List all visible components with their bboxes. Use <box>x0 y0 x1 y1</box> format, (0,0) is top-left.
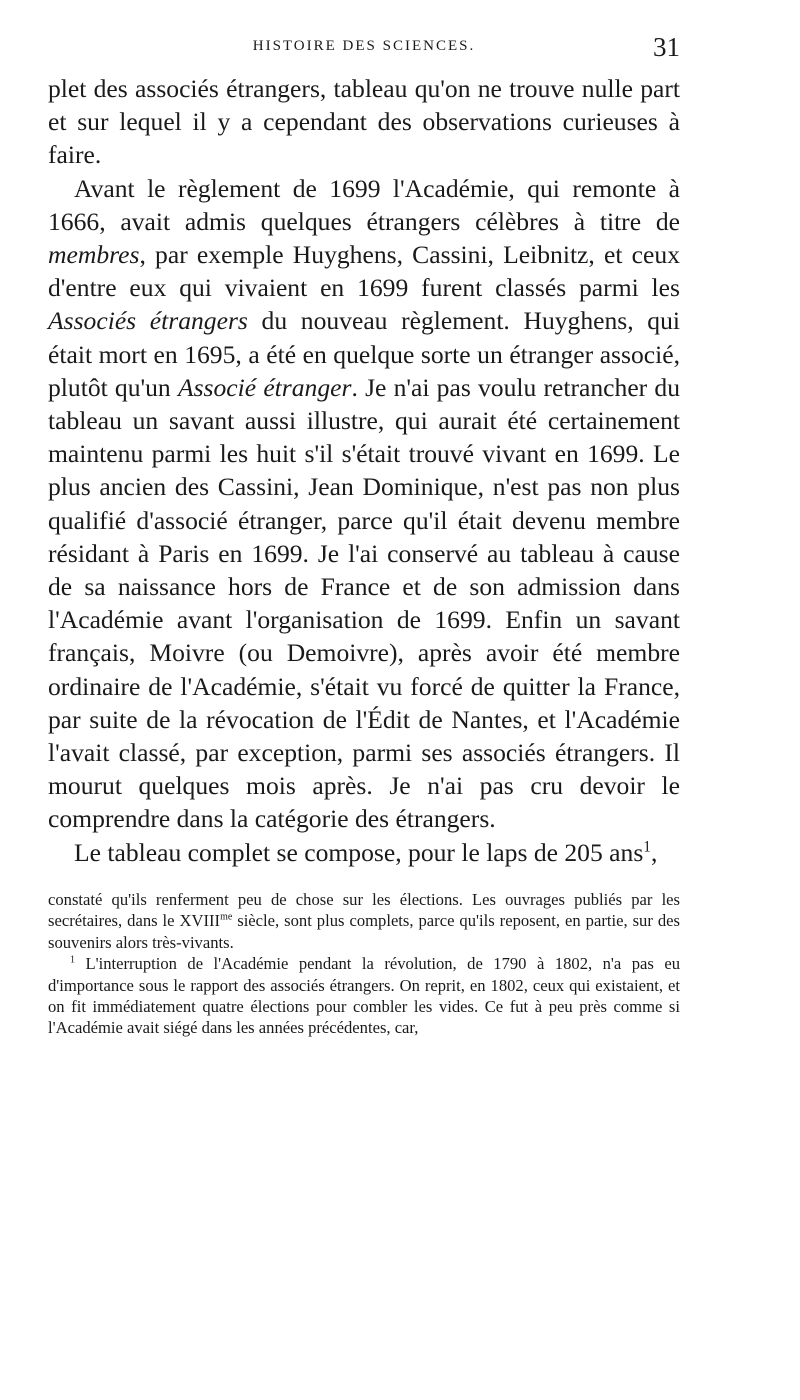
text-run: L'interruption de l'Académie pendant la révolution, de 1790 à 1802, n'a pas eu d'importance sous le rapport des associés étrangers. On reprit, en 1802, ceux qui existaient, et on fit immédiatement quatre élections pour combler les vides. Ce fut à peu près comme si l'Académie avait siégé dans les années précédentes, car, <box>48 954 680 1038</box>
text-run: . Je n'ai pas voulu retrancher du tableau un savant aussi illustre, qui aurait été certainement maintenu parmi les huit s'il s'était trouvé vivant en 1699. Le plus ancien des Cassini, Jean Dominique, n'est pas non plus qualifié d'associé étranger, parce qu'il était devenu membre résidant à Paris en 1699. Je l'ai conservé au tableau à cause de sa naissance hors de France et de son admission dans l'Académie avant l'organisation de 1699. Enfin un savant français, Moivre (ou Demoivre), après avoir été membre ordinaire de l'Académie, s'était vu forcé de quitter la France, par suite de la révocation de l'Édit de Nantes, et l'Académie l'avait classé, par exception, parmi ses associés étrangers. Il mourut quelques mois après. Je n'ai pas cru devoir le comprendre dans la catégorie des étrangers. <box>48 372 680 834</box>
main-text <box>48 72 680 869</box>
text-run: constaté qu'ils renferment peu de chose sur les élections. Les ouvrages publiés par les secrétaires, dans le XVIII <box>48 889 680 931</box>
book-page <box>48 32 680 1039</box>
paragraph <box>48 172 680 836</box>
superscript: me <box>220 911 233 923</box>
text-run: siècle, sont plus complets, parce qu'ils reposent, en partie, sur des souvenirs alors très-vivants. <box>48 911 680 952</box>
text-run: plet des associés étrangers, tableau qu'on ne trouve nulle part et sur lequel il y a cependant des observations curieuses à faire. <box>48 74 680 170</box>
italic-text: membres <box>48 240 140 270</box>
text-run: , <box>650 837 658 867</box>
footnote <box>48 889 680 953</box>
superscript: 1 <box>70 954 75 966</box>
paragraph <box>48 72 680 172</box>
page-header <box>48 32 680 72</box>
footnotes <box>48 889 680 1039</box>
superscript: 1 <box>643 838 651 856</box>
page-number: 31 <box>653 32 680 62</box>
italic-text: Associés étrangers <box>48 306 248 336</box>
paragraph <box>48 836 680 869</box>
text-run: Avant le règlement de 1699 l'Académie, qui remonte à 1666, avait admis quelques étrangers célèbres à titre de <box>48 173 680 236</box>
text-run: du nouveau règlement. Huyghens, qui était mort en 1695, a été en quelque sorte un étranger associé, plutôt qu'un <box>48 306 681 402</box>
text-run: , par exemple Huyghens, Cassini, Leibnitz, et ceux d'entre eux qui vivaient en 1699 furent classés parmi les <box>48 240 680 303</box>
text-run: Le tableau complet se compose, pour le laps de 205 ans <box>74 837 644 867</box>
running-head: HISTOIRE DES SCIENCES. <box>252 38 476 54</box>
italic-text: Associé étranger <box>177 372 352 402</box>
footnote <box>48 953 680 1039</box>
